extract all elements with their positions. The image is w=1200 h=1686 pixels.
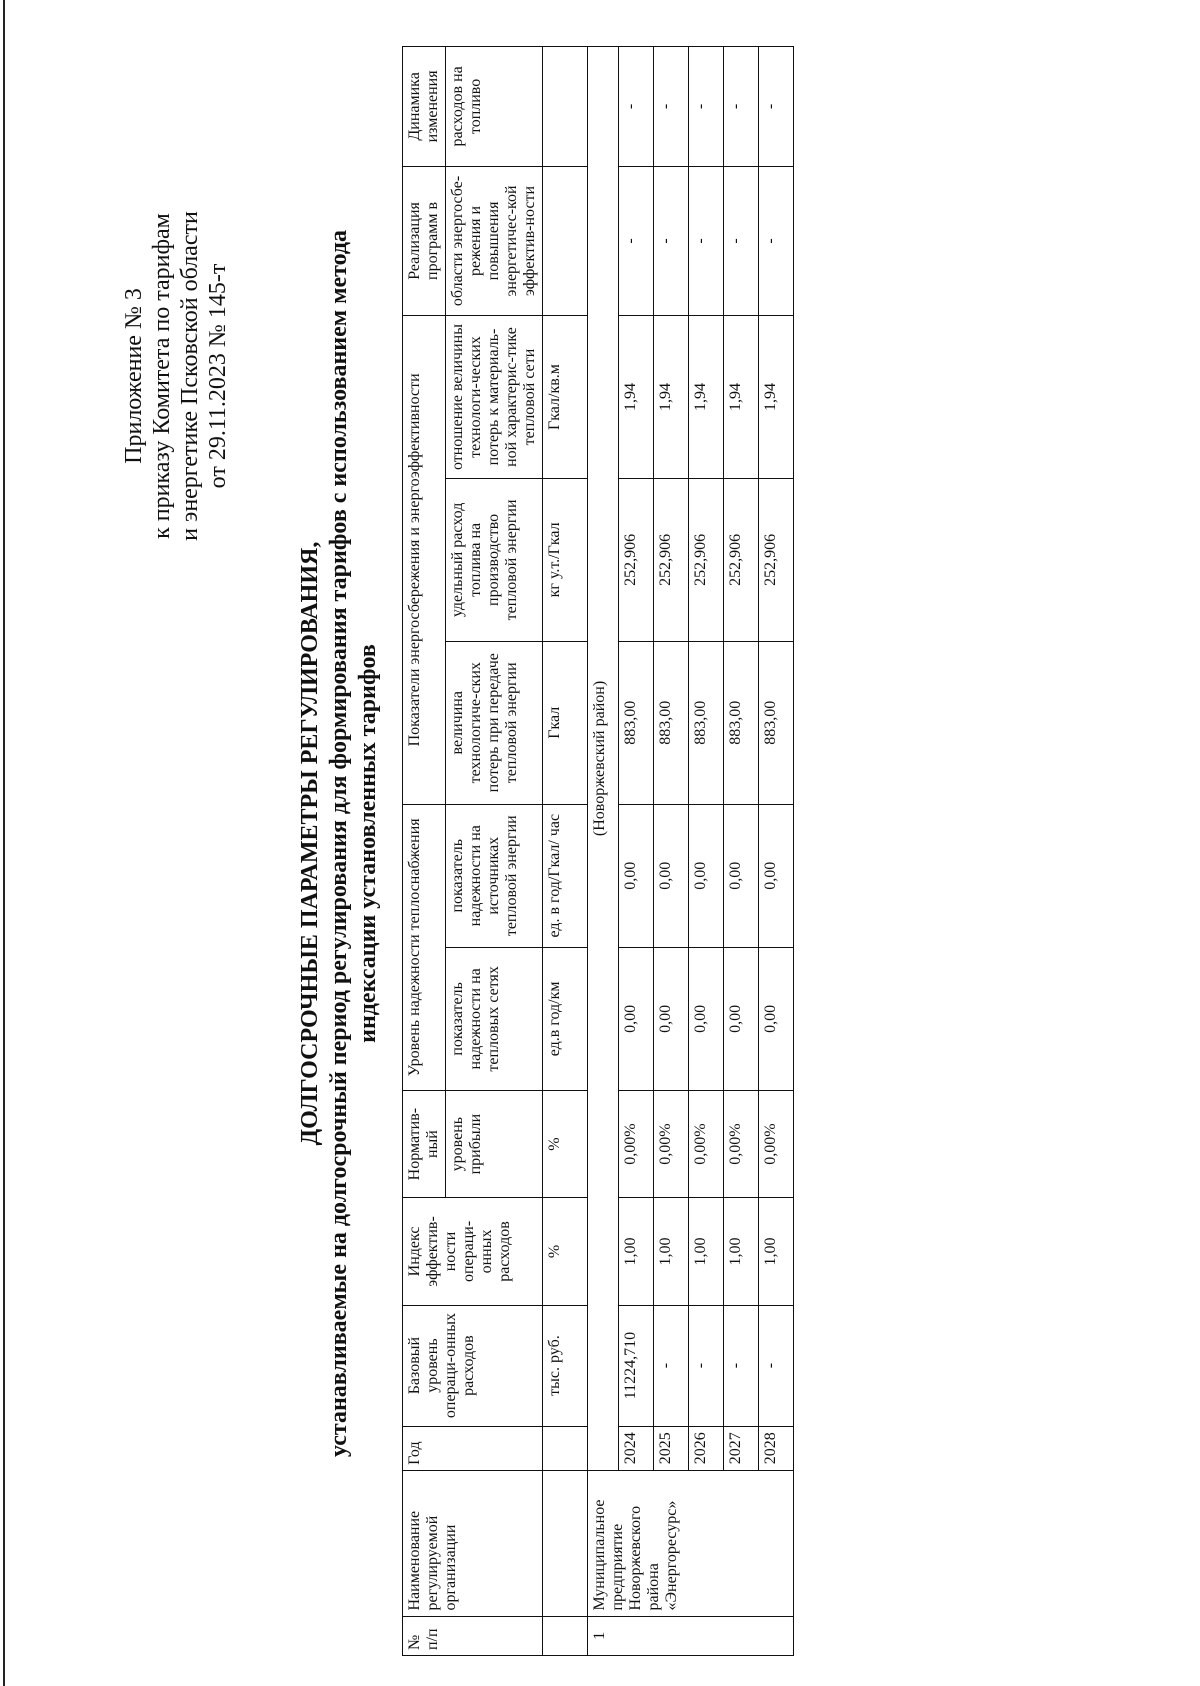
parameters-table: [402, 46, 794, 1656]
header-num: № п/п: [403, 1616, 543, 1655]
cell-technological-losses: 883,00: [654, 641, 689, 804]
units-empty-programs: [543, 166, 588, 315]
cell-fuel-consumption: 252,906: [724, 478, 759, 641]
district-label: (Новоржевский район): [588, 47, 619, 1471]
cell-reliability-networks: 0,00: [724, 947, 759, 1090]
unit-profit: %: [543, 1090, 588, 1197]
cell-fuel-consumption: 252,906: [759, 478, 794, 641]
appendix-reference: [120, 96, 232, 656]
cell-losses-ratio: 1,94: [759, 316, 794, 479]
header-energy-efficiency: Показатели энергосбережения и энергоэффективности: [403, 316, 446, 805]
cell-technological-losses: 883,00: [689, 641, 724, 804]
cell-technological-losses: 883,00: [724, 641, 759, 804]
cell-losses-ratio: 1,94: [689, 316, 724, 479]
cell-base: -: [689, 1305, 724, 1426]
header-programs-top: Реализация программ в: [403, 166, 446, 315]
cell-base: -: [759, 1305, 794, 1426]
cell-base: -: [724, 1305, 759, 1426]
organization-name: Муниципальное предприятие Новоржевского района «Энергоресурс»: [588, 1470, 794, 1616]
appendix-line-4: от 29.11.2023 № 145-т: [205, 263, 231, 489]
table-row: [759, 47, 794, 1656]
table-row: [689, 47, 724, 1656]
header-year: Год: [403, 1426, 543, 1470]
unit-reliability-networks: ед.в год/км: [543, 947, 588, 1090]
appendix-line-3: и энергетике Псковской области: [177, 211, 203, 541]
cell-reliability-sources: 0,00: [689, 804, 724, 947]
cell-losses-ratio: 1,94: [724, 316, 759, 479]
cell-programs: -: [724, 166, 759, 315]
cell-year: 2027: [724, 1426, 759, 1470]
cell-programs: -: [689, 166, 724, 315]
header-technological-losses: величина технологиче-ских потерь при передаче тепловой энергии: [446, 641, 543, 804]
cell-base: -: [654, 1305, 689, 1426]
table-row: [654, 47, 689, 1656]
district-row: [588, 47, 619, 1656]
cell-technological-losses: 883,00: [759, 641, 794, 804]
cell-base: 11224,710: [619, 1305, 654, 1426]
unit-technological-losses: Гкал: [543, 641, 588, 804]
cell-index: 1,00: [654, 1198, 689, 1305]
cell-index: 1,00: [724, 1198, 759, 1305]
units-empty-fuel: [543, 47, 588, 167]
cell-fuel-dynamics: -: [759, 47, 794, 167]
header-reliability-networks: показатель надежности на тепловых сетях: [446, 947, 543, 1090]
header-base-level: Базовый уровень операци-онных расходов: [403, 1305, 543, 1426]
units-empty-num: [543, 1616, 588, 1655]
cell-programs: -: [654, 166, 689, 315]
cell-fuel-consumption: 252,906: [654, 478, 689, 641]
title-line-3: индексации установленных тарифов: [355, 644, 381, 1043]
cell-reliability-sources: 0,00: [759, 804, 794, 947]
header-programs-bottom: области энергосбе-режения и повышения энергетичес-кой эффектив-ности: [446, 166, 543, 315]
header-reliability-sources: показатель надежности на источниках тепловой энергии: [446, 804, 543, 947]
header-fuel-bottom: расходов на топливо: [446, 47, 543, 167]
cell-profit: 0,00%: [619, 1090, 654, 1197]
unit-fuel-consumption: кг у.т./Гкал: [543, 478, 588, 641]
header-efficiency-index: Индекс эффектив-ности операци-онных расходов: [403, 1198, 543, 1305]
cell-profit: 0,00%: [689, 1090, 724, 1197]
units-row: [543, 47, 588, 1656]
cell-fuel-dynamics: -: [654, 47, 689, 167]
header-reliability: Уровень надежности теплоснабжения: [403, 804, 446, 1090]
cell-index: 1,00: [619, 1198, 654, 1305]
header-fuel-top: Динамика изменения: [403, 47, 446, 167]
title-line-1: ДОЛГОСРОЧНЫЕ ПАРАМЕТРЫ РЕГУЛИРОВАНИЯ,: [297, 541, 323, 1146]
cell-reliability-sources: 0,00: [724, 804, 759, 947]
header-losses-ratio: отношение величины технологи-ческих потерь к материаль-ной характерис-тике тепловой сети: [446, 316, 543, 479]
header-row-1: [403, 47, 446, 1656]
cell-fuel-consumption: 252,906: [619, 478, 654, 641]
unit-index: %: [543, 1198, 588, 1305]
cell-reliability-networks: 0,00: [619, 947, 654, 1090]
cell-fuel-dynamics: -: [724, 47, 759, 167]
cell-technological-losses: 883,00: [619, 641, 654, 804]
table-row: [619, 47, 654, 1656]
cell-index: 1,00: [759, 1198, 794, 1305]
cell-reliability-networks: 0,00: [689, 947, 724, 1090]
cell-index: 1,00: [689, 1198, 724, 1305]
cell-programs: -: [759, 166, 794, 315]
cell-fuel-dynamics: -: [619, 47, 654, 167]
units-empty-year: [543, 1426, 588, 1470]
unit-losses-ratio: Гкал/кв.м: [543, 316, 588, 479]
cell-reliability-networks: 0,00: [759, 947, 794, 1090]
cell-year: 2028: [759, 1426, 794, 1470]
cell-reliability-sources: 0,00: [654, 804, 689, 947]
appendix-line-2: к приказу Комитета по тарифам: [149, 213, 175, 539]
header-profit-top: Норматив-ный: [403, 1090, 446, 1197]
cell-profit: 0,00%: [759, 1090, 794, 1197]
unit-base: тыс. руб.: [543, 1305, 588, 1426]
cell-year: 2025: [654, 1426, 689, 1470]
document-title: [296, 41, 383, 1646]
cell-losses-ratio: 1,94: [619, 316, 654, 479]
cell-fuel-consumption: 252,906: [689, 478, 724, 641]
cell-losses-ratio: 1,94: [654, 316, 689, 479]
cell-programs: -: [619, 166, 654, 315]
table-row: [724, 47, 759, 1656]
cell-reliability-networks: 0,00: [654, 947, 689, 1090]
cell-profit: 0,00%: [724, 1090, 759, 1197]
cell-year: 2026: [689, 1426, 724, 1470]
cell-profit: 0,00%: [654, 1090, 689, 1197]
unit-reliability-sources: ед. в год/Гкал/ час: [543, 804, 588, 947]
appendix-line-1: Приложение № 3: [121, 288, 147, 464]
header-profit-bottom: уровень прибыли: [446, 1090, 543, 1197]
cell-year: 2024: [619, 1426, 654, 1470]
cell-reliability-sources: 0,00: [619, 804, 654, 947]
cell-fuel-dynamics: -: [689, 47, 724, 167]
title-line-2: устанавливаемые на долгосрочный период регулирования для формирования тарифов с использованием метода: [326, 229, 352, 1458]
header-fuel-consumption: удельный расход топлива на производство тепловой энергии: [446, 478, 543, 641]
units-empty-org: [543, 1470, 588, 1616]
row-number: 1: [588, 1616, 794, 1655]
header-organization: Наименование регулируемой организации: [403, 1470, 543, 1616]
